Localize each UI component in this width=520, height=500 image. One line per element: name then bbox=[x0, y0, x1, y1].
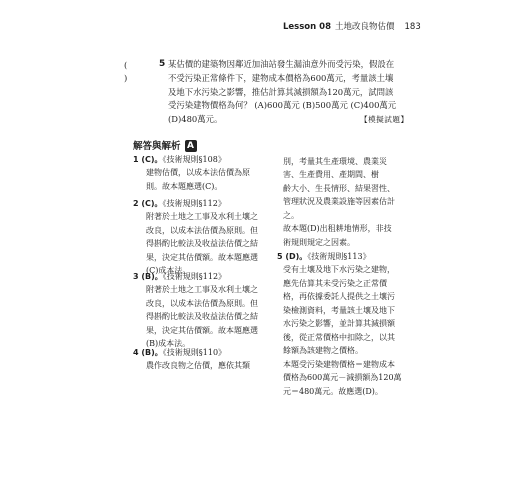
answer-ref: 《技術規則§110》 bbox=[162, 348, 227, 357]
section-badge: A bbox=[185, 140, 197, 152]
question-line: 某估價的建築物因鄰近加油站發生漏油意外而受污染，假設在 bbox=[168, 59, 395, 69]
answer-head: 4 (B)。 bbox=[133, 348, 163, 357]
page-number: 183 bbox=[404, 22, 421, 32]
answer-ref: 《技術規則§112》 bbox=[162, 272, 227, 281]
question-line: (D)480萬元。 bbox=[168, 114, 223, 124]
answer-line: 果，決定其估價額。故本題應選 bbox=[146, 253, 258, 262]
answer-line: 管理狀況及農業設施等因素估計 bbox=[283, 197, 395, 206]
answer-line: 害、生產費用、產期間、樹 bbox=[283, 170, 379, 179]
question-number: 5 bbox=[159, 59, 166, 69]
answer-line: 改良，以成本法估價為原則。但 bbox=[146, 299, 258, 308]
answer-line: 受有土壤及地下水污染之建物， bbox=[283, 265, 395, 274]
answer-line: 術規則規定之因素。 bbox=[283, 238, 355, 247]
answer-line: 齡大小、生長情形、結果習性、 bbox=[283, 184, 395, 193]
answer-line: 格，再依據委託人提供之土壤污 bbox=[283, 292, 395, 301]
question-line: 受污染建物價格為何？ (A)600萬元 (B)500萬元 (C)400萬元 bbox=[168, 100, 397, 110]
answer-line: 故本題(D)出租耕地情形，非技 bbox=[283, 224, 392, 233]
answer-line: 得斟酌比較法及收益法估價之結 bbox=[146, 312, 258, 321]
question-line: 不受污染正常條件下，建物成本價格為600萬元，考量該土壤 bbox=[168, 73, 394, 83]
answer-ref: 《技術規則§113》 bbox=[307, 252, 371, 261]
section-title bbox=[133, 138, 197, 153]
answer-line: 應先估算其未受污染之正常價 bbox=[283, 279, 387, 288]
answer-line: 建物估價，以成本法估價為原 bbox=[146, 168, 250, 177]
answer-line: 元＝480萬元。故應選(D)。 bbox=[283, 387, 383, 396]
answer-line: 本題受污染建物價格＝建物成本 bbox=[283, 360, 395, 369]
answer-line: (B)成本法。 bbox=[146, 339, 191, 348]
answer-head: 1 (C)。 bbox=[133, 155, 163, 164]
page-header bbox=[283, 20, 421, 34]
answer-line: 後，從正常價格中扣除之，以其 bbox=[283, 333, 395, 342]
question-line: 及地下水污染之影響，推估計算其減損額為120萬元，試問該 bbox=[168, 87, 394, 97]
answer-line: (C)成本法。 bbox=[146, 266, 191, 275]
question-source-tag: 【模擬試題】 bbox=[360, 115, 409, 124]
answer-line: 附著於土地之工事及水利土壤之 bbox=[146, 212, 258, 221]
answer-line: 價格為600萬元－減損額為120萬 bbox=[283, 373, 402, 382]
answer-ref: 《技術規則§108》 bbox=[162, 155, 226, 164]
answer-line: 農作改良物之估價，應依其類 bbox=[146, 361, 250, 370]
answer-line: 則。故本題應選(C)。 bbox=[146, 182, 223, 191]
answer-blank: ( ) bbox=[124, 60, 128, 84]
answer-line: 附著於土地之工事及水利土壤之 bbox=[146, 285, 258, 294]
answer-line: 染檢測資料，考量該土壤及地下 bbox=[283, 306, 395, 315]
answer-line: 餘額為該建物之價格。 bbox=[283, 346, 363, 355]
answer-line: 別，考量其生產環境、農業災 bbox=[283, 157, 387, 166]
answer-line: 果，決定其估價額。故本題應選 bbox=[146, 326, 258, 335]
answer-line: 之。 bbox=[283, 211, 299, 220]
lesson-label: Lesson 08 bbox=[283, 22, 331, 32]
section-title-text: 解答與解析 bbox=[133, 141, 181, 152]
answer-head: 5 (D)。 bbox=[277, 252, 308, 261]
answer-line: 水污染之影響，並計算其減損額 bbox=[283, 319, 395, 328]
answer-head: 2 (C)。 bbox=[133, 199, 163, 208]
lesson-topic: 土地改良物估價 bbox=[334, 22, 395, 32]
answer-head: 3 (B)。 bbox=[133, 272, 163, 281]
answer-line: 得斟酌比較法及收益法估價之結 bbox=[146, 239, 258, 248]
answer-line: 改良，以成本法估價為原則。但 bbox=[146, 226, 258, 235]
answer-ref: 《技術規則§112》 bbox=[162, 199, 226, 208]
